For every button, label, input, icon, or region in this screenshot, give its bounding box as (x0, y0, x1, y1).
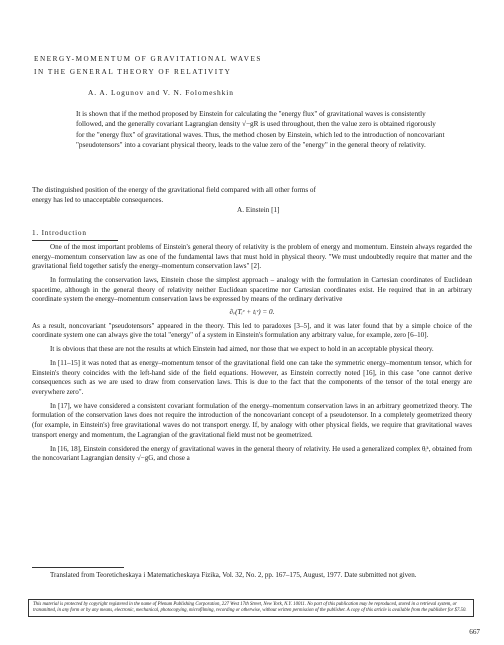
section-heading-text: 1. Introduction (32, 229, 87, 237)
paragraph: One of the most important problems of Einstein's general theory of relativity is the problem of energy and momentum. Einstein always regarded the energy–momentum conservation law as one of the fundamental laws that must hold in physical theory. "We must undoubtedly require that matter and the gravitational field together satisfy the energy–momentum conservation laws" [2]. (32, 243, 472, 271)
title-line-1: ENERGY-MOMENTUM OF GRAVITATIONAL WAVES (34, 55, 262, 63)
paragraph: In [11–15] it was noted that as energy–momentum tensor of the gravitational field one can take the symmetric energy–momentum tensor, which for Einstein's theory coincides with the left-hand side of the field equations. However, as Einstein correctly noted [16], in this case "one cannot derive consequences such as we are used to draw from conservation laws. This is due to the fact that the components of the tensor of the total energy are everywhere zero". (32, 359, 472, 396)
page-number: 667 (469, 628, 480, 636)
paragraph: In [16, 18], Einstein considered the energy of gravitational waves in the general theory of relativity. He used a generalized complex θᵢᵏ, obtained from the noncovariant Lagrangian density √−gG, and chose a (32, 444, 472, 463)
section-underline (32, 240, 118, 241)
equation: ∂ᵥ(Tᵢᵛ + tᵢᵛ) = 0. (229, 307, 275, 316)
paragraph: It is obvious that these are not the results at which Einstein had aimed, nor those that we expect to hold in an acceptable physical theory. (50, 345, 434, 354)
footnote-rule (32, 567, 124, 568)
footnote (32, 571, 472, 580)
authors: A. A. Logunov and V. N. Folomeshkin (88, 88, 234, 97)
paragraph: In formulating the conservation laws, Einstein chose the simplest approach – analogy with the formulation in Cartesian coordinates of Euclidean spacetime, although in the general theory of relativity neither Euclidean spacetime nor Cartesian coordinates exist. He required that in an arbitrary coordinate system the energy–momentum conservation laws be expressed by means of the ordinary derivative (32, 276, 472, 304)
copyright-box (28, 599, 474, 617)
copyright-text: This material is protected by copyright registered in the name of Plenum Publishing Corporation, 227 West 17th Street, New York, N.Y. 10011. No part of this publication may be reproduced, stored in a retrieval system, or transmitted, in any form or by any means, electronic, mechanical, photocopying, microfilming, recording or otherwise, without written permission of the publisher. A copy of this article is available from the publisher for $7.50. (33, 602, 467, 613)
body-text (32, 243, 472, 468)
paragraph: As a result, noncovariant "pseudotensors" appeared in the theory. This led to paradoxes [3–5], and it was later found that by a simple choice of the coordinate system one can always give the total "energy" of a system in Einstein's formulation any arbitrary value, for example, zero [6–10]. (32, 321, 472, 340)
epigraph-citation: A. Einstein [1] (237, 206, 280, 214)
section-heading (32, 229, 472, 237)
abstract (76, 109, 446, 151)
epigraph-text: The distinguished position of the energy of the gravitational field compared with all other forms of energy has led to unacceptable consequences. (32, 186, 316, 204)
abstract-text: It is shown that if the method proposed by Einstein for calculating the "energy flux" of gravitational waves is consistently followed, and the generally covariant Lagrangian density √−gR is used throughout, then the value zero is obtained rigorously for the "energy flux" of gravitational waves. Thus, the method chosen by Einstein, which led to the introduction of noncovariant "pseudotensors" into a covariant physical theory, leads to the value zero of the "energy" in the general theory of relativity. (76, 110, 445, 150)
translation-note: Translated from Teoreticheskaya i Matematicheskaya Fizika, Vol. 32, No. 2, pp. 167–175, August, 1977. Date submitted not given. (50, 571, 417, 579)
paragraph: In [17], we have considered a consistent covariant formulation of the energy–momentum conservation laws in an arbitrary geometrized theory. The formulation of the conservation laws does not require the introduction of the noncovariant concept of a pseudotensor. In a completely geometrized theory (for example, in Einstein's) free gravitational waves do not transport energy. If, by analogy with other physical fields, we require that gravitational waves transport energy and momentum, the Lagrangian of the gravitational field must not be geometrized. (32, 401, 472, 439)
epigraph (32, 185, 332, 214)
title-line-2: IN THE GENERAL THEORY OF RELATIVITY (34, 68, 232, 76)
